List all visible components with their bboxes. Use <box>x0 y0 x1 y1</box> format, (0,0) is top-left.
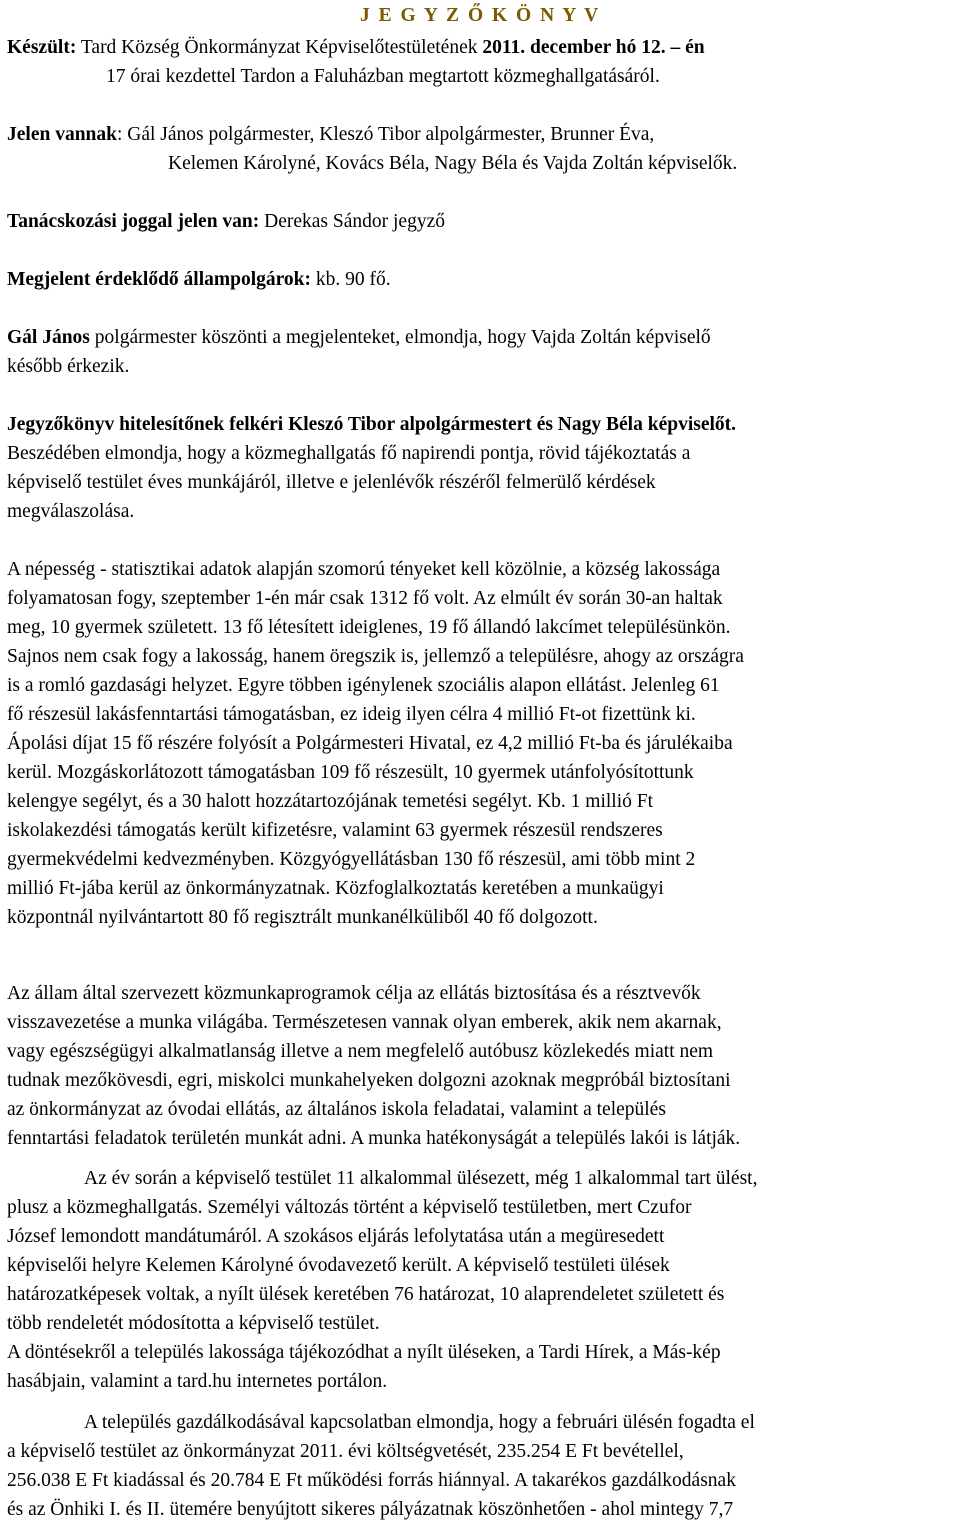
beszed-paragraph <box>7 439 955 526</box>
paragraph-line: A népesség - statisztikai adatok alapján szomorú tényeket kell közölnie, a község lakossága <box>7 559 721 580</box>
gazdalkodas-paragraph <box>7 1408 955 1524</box>
tanacskozasi-line <box>7 207 955 236</box>
jegyzokonyv-line <box>7 410 955 439</box>
paragraph-line: meg, 10 gyermek született. 13 fő létesített ideiglenes, 19 fő állandó lakcímet településünkön. <box>7 617 731 638</box>
paragraph-line: is a romló gazdasági helyzet. Egyre többen igénylenek szociális alapon ellátást. Jelenleg 61 <box>7 675 720 696</box>
keszult-date: 2011. december hó 12. – én <box>482 37 705 58</box>
paragraph-line: több rendeletét módosította a képviselő testület. <box>7 1313 380 1334</box>
jegyzokonyv-text: Jegyzőkönyv hitelesítőnek felkéri Kleszó Tibor alpolgármestert és Nagy Béla képviselőt. <box>7 414 737 435</box>
paragraph-line: az önkormányzat az óvodai ellátás, az általános iskola feladatai, valamint a település <box>7 1099 666 1120</box>
jelen-text: : Gál János polgármester, Kleszó Tibor alpolgármester, Brunner Éva, <box>116 124 655 145</box>
document-title: J E G Y Z Ő K Ö N Y V <box>360 5 601 26</box>
paragraph-line: iskolakezdési támogatás került kifizetésre, valamint 63 gyermek részesül rendszeres <box>7 820 663 841</box>
paragraph-line: vagy egészségügyi alkalmatlanság illetve a nem megfelelő autóbusz közlekedés miatt nem <box>7 1041 714 1062</box>
paragraph-line: fenntartási feladatok területén munkát adni. A munka hatékonyságát a település lakói is látják. <box>7 1128 741 1149</box>
paragraph-line: folyamatosan fogy, szeptember 1-én már csak 1312 fő volt. Az elmúlt év során 30-an haltak <box>7 588 723 609</box>
paragraph-line: képviselői helyre Kelemen Károlyné óvodavezető került. A képviselő testületi ülések <box>7 1255 670 1276</box>
paragraph-line: A település gazdálkodásával kapcsolatban elmondja, hogy a februári ülésén fogadta el <box>84 1412 755 1433</box>
allam-paragraph <box>7 979 955 1153</box>
megjelent-label: Megjelent érdeklődő állampolgárok: <box>7 269 312 290</box>
jelen-paragraph <box>7 120 955 178</box>
tanacskozasi-label: Tanácskozási joggal jelen van: <box>7 211 260 232</box>
nepesseg-paragraph <box>7 555 955 932</box>
paragraph-line: 256.038 E Ft kiadással és 20.784 E Ft működési forrás hiánnyal. A takarékos gazdálkodásnak <box>7 1470 736 1491</box>
paragraph-line: megválaszolása. <box>7 501 135 522</box>
paragraph-line: Sajnos nem csak fogy a lakosság, hanem öregszik is, jellemző a településre, ahogy az országra <box>7 646 744 667</box>
gal-paragraph <box>7 323 955 381</box>
paragraph-line: kerül. Mozgáskorlátozott támogatásban 109 fő részesült, 10 gyermek utánfolyósítottunk <box>7 762 694 783</box>
paragraph-line: visszavezetése a munka világába. Természetesen vannak olyan emberek, akik nem akarnak, <box>7 1012 722 1033</box>
paragraph-line: Az év során a képviselő testület 11 alkalommal ülésezett, még 1 alkalommal tart ülést, <box>84 1168 758 1189</box>
keszult-text: Tard Község Önkormányzat Képviselőtestületének <box>80 37 478 58</box>
paragraph-line: gyermekvédelmi kedvezményben. Közgyógyellátásban 130 fő részesül, ami több mint 2 <box>7 849 696 870</box>
paragraph-line: fő részesül lakásfenntartási támogatásban, ez ideig ilyen célra 4 millió Ft-ot fizettünk ki. <box>7 704 696 725</box>
tanacskozasi-value: Derekas Sándor jegyző <box>264 211 445 232</box>
paragraph-line: és az Önhiki I. és II. ütemére benyújtott sikeres pályázatnak köszönhetően - ahol mintegy 7,7 <box>7 1499 734 1520</box>
paragraph-line: kelengye segélyt, és a 30 halott hozzátartozójának temetési segélyt. Kb. 1 millió Ft <box>7 791 654 812</box>
keszult-line-2: 17 órai kezdettel Tardon a Faluházban megtartott közmeghallgatásáról. <box>106 66 660 87</box>
jelen-label: Jelen vannak <box>7 124 117 145</box>
paragraph-line: plusz a közmeghallgatás. Személyi változás történt a képviselő testületben, mert Czufor <box>7 1197 692 1218</box>
megjelent-line <box>7 265 955 294</box>
megjelent-value: kb. 90 fő. <box>315 269 391 290</box>
paragraph-line: tudnak mezőkövesdi, egri, miskolci munkahelyeken dolgozni azoknak megpróbál biztosítani <box>7 1070 731 1091</box>
ev-paragraph <box>7 1164 955 1396</box>
paragraph-line: a képviselő testület az önkormányzat 2011. évi költségvetését, 235.254 E Ft bevétellel, <box>7 1441 684 1462</box>
jelen-line-2: Kelemen Károlyné, Kovács Béla, Nagy Béla és Vajda Zoltán képviselők. <box>168 153 738 174</box>
paragraph-line: Ápolási díjat 15 fő részére folyósít a Polgármesteri Hivatal, ez 4,2 millió Ft-ba és járulékaiba <box>7 733 733 754</box>
keszult-paragraph <box>7 33 955 91</box>
paragraph-line: millió Ft-jába kerül az önkormányzatnak. Közfoglalkoztatás keretében a munkaügyi <box>7 878 664 899</box>
keszult-label: Készült: <box>7 37 77 58</box>
gal-name: Gál János <box>7 327 90 348</box>
paragraph-line: képviselő testület éves munkájáról, illetve e jelenlévők részéről felmerülő kérdések <box>7 472 656 493</box>
paragraph-line: A döntésekről a település lakossága tájékozódhat a nyílt üléseken, a Tardi Hírek, a Más-kép <box>7 1342 721 1363</box>
gal-line-2: később érkezik. <box>7 356 130 377</box>
paragraph-line: központnál nyilvántartott 80 fő regisztrált munkanélküliből 40 fő dolgozott. <box>7 907 598 928</box>
gal-text: polgármester köszönti a megjelenteket, elmondja, hogy Vajda Zoltán képviselő <box>94 327 711 348</box>
paragraph-line: Beszédében elmondja, hogy a közmeghallgatás fő napirendi pontja, rövid tájékoztatás a <box>7 443 691 464</box>
paragraph-line: hasábjain, valamint a tard.hu internetes portálon. <box>7 1371 388 1392</box>
paragraph-line: József lemondott mandátumáról. A szokásos eljárás lefolytatása után a megüresedett <box>7 1226 665 1247</box>
paragraph-line: Az állam által szervezett közmunkaprogramok célja az ellátás biztosítása és a résztvevők <box>7 983 701 1004</box>
paragraph-line: határozatképesek voltak, a nyílt ülések keretében 76 határozat, 10 alaprendeletet született és <box>7 1284 725 1305</box>
